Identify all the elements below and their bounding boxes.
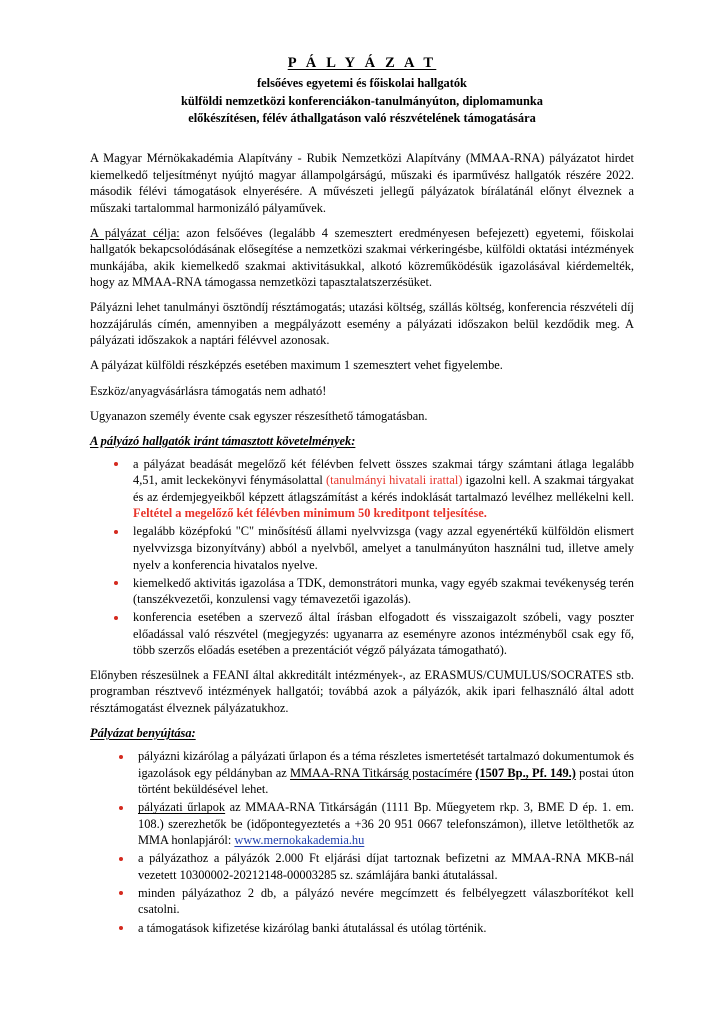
submission-2-form-label: pályázati űrlapok xyxy=(138,800,226,815)
submission-1-address-underline: MMAA-RNA Titkárság postacímére xyxy=(289,765,473,780)
paragraph-eligible-costs: Pályázni lehet tanulmányi ösztöndíj résztámogatás; utazási költség, szállás költség, konferencia részvételi díj hozzájárulás címén, amennyiben a megpályázott esemény a pályázati időszakon belül kezdődik meg. A pályázati időszakok a naptári félévvel azonosak. xyxy=(90,300,634,348)
paragraph-purpose xyxy=(90,225,634,291)
subtitle-line-3: előkészítésen, félév áthallgatáson való részvételének támogatására xyxy=(188,111,536,126)
subtitle-line-2: külföldi nemzetközi konferenciákon-tanulmányúton, diplomamunka xyxy=(181,93,543,108)
purpose-body: azon felsőéves (legalább 4 szemesztert eredményesen befejezett) egyetemi, főiskolai hallgatók bekapcsolódásának elősegítése a nemzetközi szakmai vérkeringésbe, külföldi oktatási intézmények munkájába, akik kiemelkedő szakmai aktivitásukkal, alkotó közreműködésük igazolásával kiérdemelték, hogy az MMAA-RNA támogassa nemzetközi tapasztalatszerzésüket. xyxy=(90,225,635,290)
list-item: a pályázathoz a pályázók 2.000 Ft eljárási díjat tartoznak befizetni az MMAA-RNA MKB-nál vezetett 10300002-20212148-00003285 sz. számlájára banki átutalással. xyxy=(90,850,634,883)
requirement-1-part1: a pályázat beadását megelőző két félévben felvett összes szakmai tárgy számtani átlaga legalább 4,51, amit leckekönyvi fénymásolattal xyxy=(133,456,634,488)
submission-1-part1: pályázni kizárólag a pályázati űrlapon és a téma részletes ismertetését tartalmazó dokumentumok és igazolások egy példányban az xyxy=(138,749,634,780)
paragraph-once-per-year: Ugyanazon személy évente csak egyszer részesíthető támogatásban. xyxy=(90,408,428,423)
requirement-1-red-bold: Feltétel a megelőző két félévben minimum 50 kreditpont teljesítése. xyxy=(133,506,487,521)
mma-website-link[interactable]: www.mernokakademia.hu xyxy=(234,833,365,848)
list-item: kiemelkedő aktivitás igazolása a TDK, demonstrátori munka, vagy egyéb szakmai tevékenység terén (tanszékvezetői, konzulensi vagy témavezetői igazolás). xyxy=(90,575,634,608)
heading-requirements: A pályázó hallgatók iránt támasztott követelmények: xyxy=(90,433,356,448)
list-item xyxy=(90,748,634,798)
subtitle-line-1: felsőéves egyetemi és főiskolai hallgatók xyxy=(257,76,467,91)
requirements-list xyxy=(90,456,634,659)
requirement-1-part2: igazolni kell. A szakmai tárgyakat és az érdemjegyeikből képzett átlagszámítást a kérés indoklását tartalmazó levélhez mellékelni kell. xyxy=(133,473,634,504)
list-item: minden pályázathoz 2 db, a pályázó nevére megcímzett és felbélyegzett válaszborítékot kell csatolni. xyxy=(90,885,634,918)
submission-list xyxy=(90,748,634,936)
paragraph-preference: Előnyben részesülnek a FEANI által akkreditált intézmények-, az ERASMUS/CUMULUS/SOCRATES stb. programban résztvevő intézmények hallgatói; továbbá azok a pályázók, akik ipari felhasználó által adott résztámogatást élveznek pályázatukhoz. xyxy=(90,667,634,715)
submission-2-part1: az MMAA-RNA Titkárságán (1111 Bp. Műegyetem rkp. 3, BME D ép. 1. em. 108.) szerezhetők be (időpontegyeztetés a +36 20 951 0667 telefonszámon), illetve letölthetők az MMA honlapjáról: xyxy=(138,800,634,848)
requirement-1-red-note: (tanulmányi hivatali irattal) xyxy=(326,473,463,488)
paragraph-intro: A Magyar Mérnökakadémia Alapítvány - Rubik Nemzetközi Alapítvány (MMAA-RNA) pályázatot hirdet kiemelkedő teljesítményt nyújtó magyar állampolgárságú, műszaki és iparművész hallgatók részére 2022. második félévi támogatások elnyerésére. A művészeti jellegű pályázatok bírálatánál előnyt élveznek a műszaki tartalommal harmonizáló pályaművek. xyxy=(90,150,634,215)
submission-1-part2: postai úton történt beküldésével lehet. xyxy=(138,765,634,797)
purpose-label: A pályázat célja: xyxy=(90,225,180,240)
title-block xyxy=(90,54,634,128)
submission-1-address-bold: (1507 Bp., Pf. 149.) xyxy=(475,765,576,780)
list-item xyxy=(90,799,634,849)
page-title: P Á L Y Á Z A T xyxy=(287,55,437,71)
paragraph-semester-limit: A pályázat külföldi részképzés esetében maximum 1 szemesztert vehet figyelembe. xyxy=(90,358,503,373)
list-item: legalább középfokú "C" minősítésű állami nyelvvizsga (vagy azzal egyenértékű külföldön elismert nyelvvizsga bizonyítvány) abból a nyelvből, amelyet a tanulmányúton használni tud, illetve amely nyelv a konferencia hivatalos nyelve. xyxy=(90,523,634,573)
paragraph-no-equipment: Eszköz/anyagvásárlásra támogatás nem adható! xyxy=(90,383,327,398)
list-item xyxy=(90,456,634,522)
heading-submission: Pályázat benyújtása: xyxy=(90,725,196,740)
list-item: a támogatások kifizetése kizárólag banki átutalással és utólag történik. xyxy=(90,920,634,937)
list-item: konferencia esetében a szervező által írásban elfogadott és visszaigazolt szóbeli, vagy poszter előadással való részvétel (megjegyzés: ugyanarra az eseményre azonos intézményből csak egy fő, több szerzős előadás esetében a prezentációt végző pályázata támogatható). xyxy=(90,609,634,659)
